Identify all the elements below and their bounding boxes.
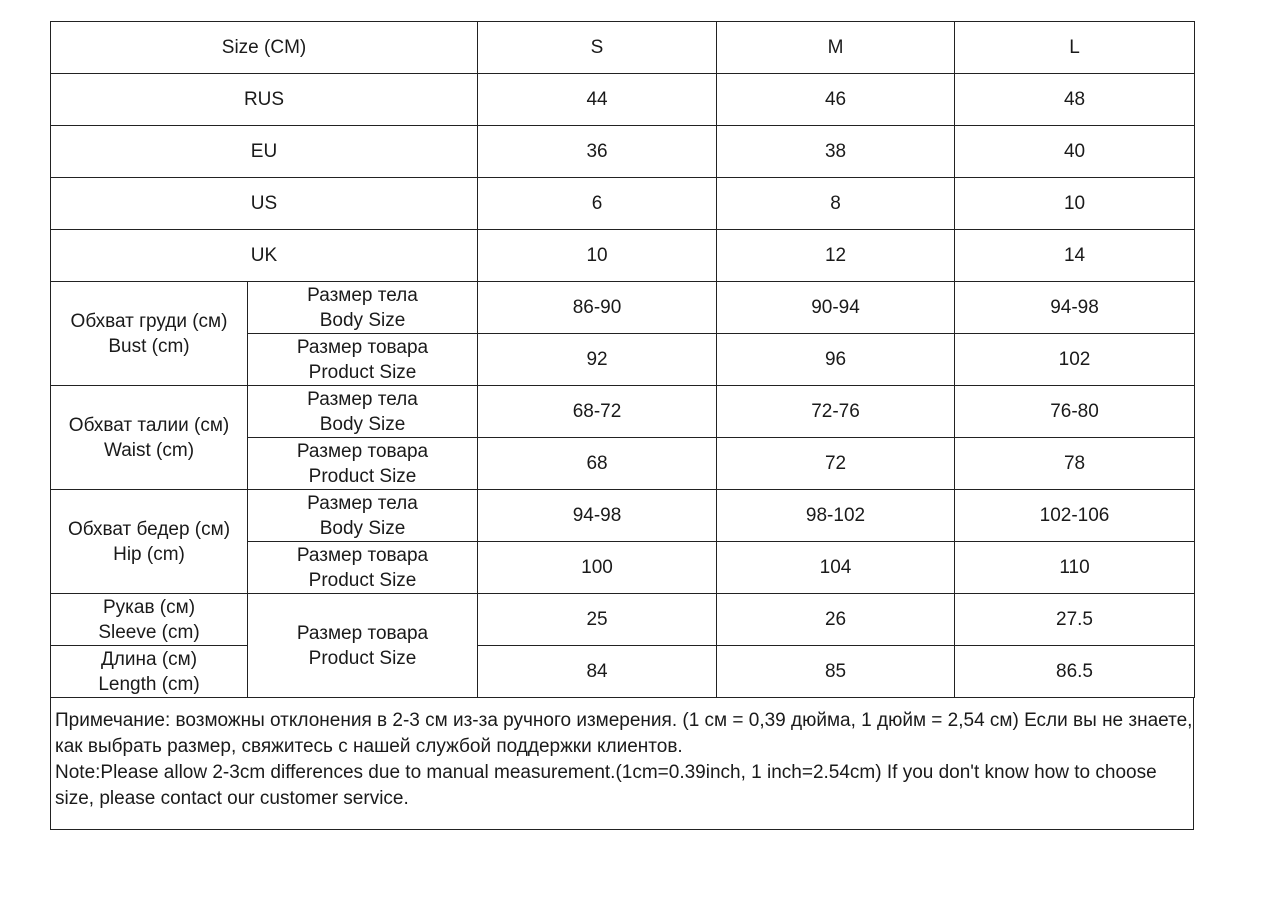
- note-en: Note:Please allow 2-3cm differences due to manual measurement.(1cm=0.39inch, 1 inch=2.54cm) If you don't know how to choose size, please contact our customer service.: [55, 762, 1157, 809]
- size-header-label: Size (CM): [51, 22, 478, 74]
- table-cell: 8: [717, 178, 955, 230]
- body-size-label: [248, 386, 478, 438]
- length-label-ru: Длина (см): [100, 648, 198, 670]
- table-cell: 68-72: [478, 386, 717, 438]
- table-cell: 86.5: [955, 646, 1195, 698]
- note-box: [50, 698, 1194, 830]
- size-m-header: M: [717, 22, 955, 74]
- product-size-label-ru: Размер товара: [296, 336, 429, 358]
- table-cell: 10: [478, 230, 717, 282]
- table-cell: 84: [478, 646, 717, 698]
- table-cell: 68: [478, 438, 717, 490]
- table-cell: 90-94: [717, 282, 955, 334]
- size-l-header: L: [955, 22, 1195, 74]
- table-row: [51, 282, 1195, 334]
- table-row: [51, 178, 1195, 230]
- table-cell: 98-102: [717, 490, 955, 542]
- bust-label: [51, 282, 248, 386]
- product-size-label: [248, 542, 478, 594]
- uk-label: UK: [51, 230, 478, 282]
- table-cell: 48: [955, 74, 1195, 126]
- table-row: [51, 646, 1195, 698]
- length-label-en: Length (cm): [98, 673, 200, 695]
- table-row: [51, 490, 1195, 542]
- body-size-label-en: Body Size: [319, 413, 406, 435]
- table-cell: 94-98: [955, 282, 1195, 334]
- product-size-label: [248, 334, 478, 386]
- table-row: [51, 230, 1195, 282]
- table-cell: 12: [717, 230, 955, 282]
- table-cell: 102: [955, 334, 1195, 386]
- table-cell: 110: [955, 542, 1195, 594]
- bust-label-ru: Обхват груди (см): [70, 310, 228, 332]
- table-cell: 46: [717, 74, 955, 126]
- table-cell: 72-76: [717, 386, 955, 438]
- us-label: US: [51, 178, 478, 230]
- table-cell: 86-90: [478, 282, 717, 334]
- sleeve-label: [51, 594, 248, 646]
- table-cell: 96: [717, 334, 955, 386]
- table-cell: 72: [717, 438, 955, 490]
- table-row: [51, 74, 1195, 126]
- rus-label: RUS: [51, 74, 478, 126]
- table-cell: 10: [955, 178, 1195, 230]
- body-size-label: [248, 490, 478, 542]
- body-size-label-ru: Размер тела: [307, 492, 418, 514]
- sleeve-label-ru: Рукав (см): [102, 596, 196, 618]
- table-cell: 94-98: [478, 490, 717, 542]
- product-size-label-ru: Размер товара: [296, 622, 429, 644]
- size-chart: [50, 21, 1194, 830]
- table-cell: 26: [717, 594, 955, 646]
- body-size-label-ru: Размер тела: [307, 284, 418, 306]
- table-cell: 92: [478, 334, 717, 386]
- body-size-label: [248, 282, 478, 334]
- hip-label-en: Hip (cm): [113, 543, 185, 565]
- table-cell: 102-106: [955, 490, 1195, 542]
- size-table: [50, 21, 1195, 698]
- body-size-label-en: Body Size: [319, 517, 406, 539]
- note-ru: Примечание: возможны отклонения в 2-3 см из-за ручного измерения. (1 см = 0,39 дюйма, 1 дюйм = 2,54 см) Если вы не знаете, как выбрать размер, свяжитесь с нашей службой поддержки клиентов.: [55, 710, 1193, 757]
- waist-label-ru: Обхват талии (см): [68, 414, 230, 436]
- hip-label: [51, 490, 248, 594]
- table-row: [51, 594, 1195, 646]
- product-size-label: [248, 594, 478, 698]
- size-s-header: S: [478, 22, 717, 74]
- product-size-label-ru: Размер товара: [296, 544, 429, 566]
- table-cell: 38: [717, 126, 955, 178]
- table-cell: 44: [478, 74, 717, 126]
- body-size-label-ru: Размер тела: [307, 388, 418, 410]
- bust-label-en: Bust (cm): [108, 335, 190, 357]
- product-size-label-ru: Размер товара: [296, 440, 429, 462]
- product-size-label: [248, 438, 478, 490]
- eu-label: EU: [51, 126, 478, 178]
- table-cell: 104: [717, 542, 955, 594]
- body-size-label-en: Body Size: [319, 309, 406, 331]
- product-size-label-en: Product Size: [308, 647, 417, 669]
- table-cell: 27.5: [955, 594, 1195, 646]
- table-cell: 25: [478, 594, 717, 646]
- product-size-label-en: Product Size: [308, 361, 417, 383]
- product-size-label-en: Product Size: [308, 465, 417, 487]
- length-label: [51, 646, 248, 698]
- table-row: [51, 126, 1195, 178]
- table-row: [51, 386, 1195, 438]
- table-cell: 85: [717, 646, 955, 698]
- table-cell: 36: [478, 126, 717, 178]
- product-size-label-en: Product Size: [308, 569, 417, 591]
- header-row: [51, 22, 1195, 74]
- sleeve-label-en: Sleeve (cm): [98, 621, 200, 643]
- hip-label-ru: Обхват бедер (см): [67, 518, 231, 540]
- table-cell: 6: [478, 178, 717, 230]
- table-cell: 14: [955, 230, 1195, 282]
- waist-label: [51, 386, 248, 490]
- table-cell: 100: [478, 542, 717, 594]
- table-cell: 40: [955, 126, 1195, 178]
- waist-label-en: Waist (cm): [103, 439, 195, 461]
- table-cell: 76-80: [955, 386, 1195, 438]
- table-cell: 78: [955, 438, 1195, 490]
